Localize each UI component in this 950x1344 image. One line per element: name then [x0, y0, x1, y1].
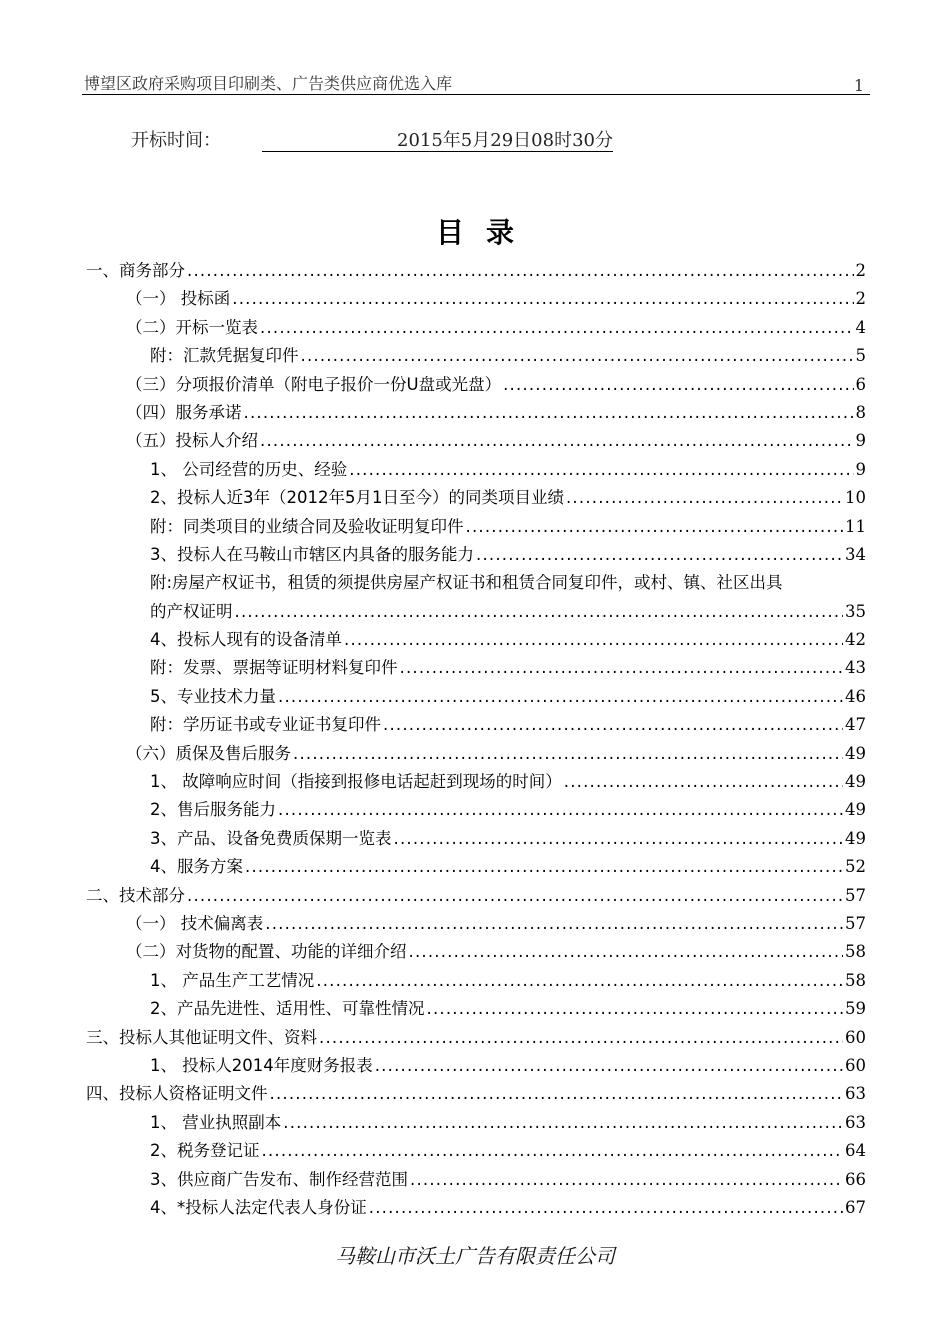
toc-entry[interactable] [86, 910, 866, 938]
toc-entry-page: 59 [845, 999, 866, 1019]
toc-entry[interactable] [86, 541, 866, 569]
toc-entry[interactable] [86, 711, 866, 739]
toc-entry-page: 35 [845, 601, 866, 621]
toc-leader-dots [400, 658, 844, 677]
toc-entry-title: 3、投标人在马鞍山市辖区内具备的服务能力 [150, 544, 474, 564]
toc-entry[interactable] [86, 882, 866, 910]
toc-entry-page: 11 [845, 516, 866, 536]
toc-entry-page: 60 [845, 1055, 866, 1075]
toc-entry[interactable] [86, 654, 866, 682]
toc-entry[interactable] [86, 569, 866, 597]
toc-heading: 目录 [435, 216, 536, 249]
toc-entry-page: 5 [855, 346, 866, 366]
table-of-contents [86, 257, 866, 1222]
toc-entry-title: （二）对货物的配置、功能的详细介绍 [126, 942, 407, 962]
toc-leader-dots [187, 886, 843, 905]
toc-entry[interactable] [86, 456, 866, 484]
toc-entry[interactable] [86, 285, 866, 313]
header-title: 博望区政府采购项目印刷类、广告类供应商优选入库 [84, 74, 453, 93]
toc-entry-title: 4、*投标人法定代表人身份证 [150, 1197, 367, 1217]
toc-leader-dots [349, 460, 853, 479]
toc-entry[interactable] [86, 257, 866, 285]
toc-entry-title: （三）分项报价清单（附电子报价一份U盘或光盘） [126, 374, 502, 394]
toc-leader-dots [187, 261, 854, 280]
bid-opening-time [131, 126, 613, 152]
toc-entry[interactable] [86, 796, 866, 824]
toc-entry[interactable] [86, 967, 866, 995]
open-time-value: 2015年5月29日08时30分 [262, 131, 613, 152]
toc-leader-dots [232, 289, 853, 308]
toc-entry-title: 3、供应商广告发布、制作经营范围 [150, 1169, 408, 1189]
toc-entry[interactable] [86, 484, 866, 512]
toc-entry[interactable] [86, 1109, 866, 1137]
toc-entry[interactable] [86, 1166, 866, 1194]
toc-leader-dots [278, 800, 843, 819]
toc-entry-title: （四）服务承诺 [126, 402, 242, 422]
toc-entry-page: 58 [845, 942, 866, 962]
page-header [82, 70, 870, 95]
toc-entry-page: 49 [845, 743, 866, 763]
toc-entry-title: 一、商务部分 [86, 261, 185, 280]
toc-entry-page: 49 [845, 772, 866, 792]
toc-entry-title: 4、服务方案 [150, 857, 243, 877]
toc-entry-page: 2 [855, 289, 866, 309]
toc-entry-page: 8 [855, 402, 866, 422]
toc-entry-title: 附:房屋产权证书，租赁的须提供房屋产权证书和租赁合同复印件，或村、镇、社区出具 [150, 573, 783, 593]
toc-entry-page: 2 [855, 261, 866, 280]
toc-entry-title: 5、专业技术力量 [150, 686, 276, 706]
toc-entry-title: （二）开标一览表 [126, 317, 258, 337]
toc-leader-dots [369, 1198, 843, 1217]
toc-entry[interactable] [86, 1024, 866, 1052]
toc-entry-page: 46 [845, 686, 866, 706]
toc-leader-dots [566, 488, 843, 507]
toc-entry[interactable] [86, 1137, 866, 1165]
toc-entry[interactable] [86, 1080, 866, 1108]
toc-leader-dots [476, 545, 843, 564]
toc-leader-dots [564, 772, 843, 791]
toc-entry[interactable] [86, 853, 866, 881]
toc-entry-page: 4 [855, 317, 866, 337]
toc-entry[interactable] [86, 938, 866, 966]
toc-entry-page: 49 [845, 828, 866, 848]
toc-leader-dots [301, 346, 854, 365]
toc-entry-title: 2、产品先进性、适用性、可靠性情况 [150, 999, 425, 1019]
toc-entry-page: 47 [845, 715, 866, 735]
toc-leader-dots [270, 1084, 844, 1103]
toc-entry[interactable] [86, 342, 866, 370]
toc-entry-page: 67 [845, 1197, 866, 1217]
toc-entry-page: 43 [845, 658, 866, 678]
toc-entry-page: 58 [845, 970, 866, 990]
toc-entry-title: 1、 公司经营的历史、经验 [150, 459, 348, 479]
toc-entry-title: 1、 投标人2014年度财务报表 [150, 1055, 373, 1075]
toc-entry-page: 10 [845, 488, 866, 508]
toc-leader-dots [394, 829, 844, 848]
toc-entry[interactable] [86, 371, 866, 399]
toc-entry-page: 57 [845, 885, 866, 905]
toc-entry[interactable] [86, 683, 866, 711]
toc-entry[interactable] [86, 825, 866, 853]
toc-entry-page: 63 [845, 1112, 866, 1132]
toc-leader-dots [245, 857, 843, 876]
toc-leader-dots [260, 318, 854, 337]
toc-entry-page: 42 [845, 630, 866, 650]
toc-leader-dots [383, 715, 843, 734]
toc-leader-dots [260, 431, 854, 450]
toc-leader-dots [319, 1028, 843, 1047]
toc-entry-page: 52 [845, 857, 866, 877]
toc-leader-dots [278, 687, 843, 706]
toc-entry-title: 四、投标人资格证明文件 [86, 1084, 268, 1104]
toc-entry-title: 附：发票、票据等证明材料复印件 [150, 658, 398, 678]
toc-entry[interactable] [86, 768, 866, 796]
toc-entry-title: 2、售后服务能力 [150, 800, 276, 820]
toc-leader-dots [316, 971, 843, 990]
toc-entry[interactable] [86, 995, 866, 1023]
toc-leader-dots [503, 375, 853, 394]
toc-entry-title: 4、投标人现有的设备清单 [150, 630, 342, 650]
toc-entry[interactable] [86, 626, 866, 654]
toc-entry-page: 9 [855, 459, 866, 479]
toc-entry[interactable] [86, 399, 866, 427]
toc-entry-page: 49 [845, 800, 866, 820]
toc-entry-title: 附：学历证书或专业证书复印件 [150, 715, 381, 735]
toc-entry[interactable] [86, 427, 866, 455]
toc-entry-page: 57 [845, 913, 866, 933]
toc-leader-dots [283, 1113, 843, 1132]
toc-leader-dots [344, 630, 843, 649]
toc-entry-title: （六）质保及售后服务 [126, 743, 291, 763]
toc-entry-page: 6 [855, 374, 866, 394]
toc-entry[interactable] [86, 314, 866, 342]
toc-entry-title: （一） 技术偏离表 [126, 913, 264, 933]
toc-entry-title: 1、 营业执照副本 [150, 1112, 282, 1132]
toc-entry-title: 二、技术部分 [86, 885, 185, 905]
header-page-number: 1 [853, 76, 864, 95]
toc-entry-page: 66 [845, 1169, 866, 1189]
toc-leader-dots [244, 403, 854, 422]
toc-entry-title: 1、 产品生产工艺情况 [150, 970, 315, 990]
toc-entry[interactable] [86, 740, 866, 768]
toc-entry[interactable] [86, 1194, 866, 1222]
toc-entry[interactable] [86, 1052, 866, 1080]
footer-company: 马鞍山市沃土广告有限责任公司 [335, 1244, 615, 1268]
toc-entry-title: 三、投标人其他证明文件、资料 [86, 1027, 317, 1047]
toc-leader-dots [409, 942, 844, 961]
toc-entry-title: 1、 故障响应时间（指接到报修电话起赶到现场的时间） [150, 772, 562, 792]
toc-leader-dots [427, 999, 844, 1018]
open-time-label: 开标时间： [131, 130, 221, 151]
toc-entry-title: （一） 投标函 [126, 289, 231, 309]
toc-entry-title: 的产权证明 [150, 601, 233, 621]
toc-leader-dots [262, 1141, 844, 1160]
toc-entry-title: 附：同类项目的业绩合同及验收证明复印件 [150, 516, 464, 536]
toc-entry-title: （五）投标人介绍 [126, 431, 258, 451]
toc-entry[interactable] [86, 513, 866, 541]
toc-entry-page: 64 [845, 1141, 866, 1161]
toc-leader-dots [265, 914, 843, 933]
toc-entry[interactable] [86, 598, 866, 626]
toc-leader-dots [375, 1056, 843, 1075]
toc-leader-dots [235, 602, 844, 621]
toc-entry-page: 63 [845, 1084, 866, 1104]
toc-entry-title: 2、投标人近3年（2012年5月1日至今）的同类项目业绩 [150, 488, 564, 508]
toc-entry-title: 2、税务登记证 [150, 1141, 260, 1161]
toc-entry-title: 3、产品、设备免费质保期一览表 [150, 828, 392, 848]
toc-entry-page: 9 [855, 431, 866, 451]
toc-leader-dots [466, 517, 844, 536]
toc-entry-title: 附：汇款凭据复印件 [150, 346, 299, 366]
toc-entry-page: 60 [845, 1027, 866, 1047]
toc-leader-dots [410, 1170, 843, 1189]
toc-entry-page: 34 [845, 544, 866, 564]
toc-leader-dots [293, 744, 843, 763]
